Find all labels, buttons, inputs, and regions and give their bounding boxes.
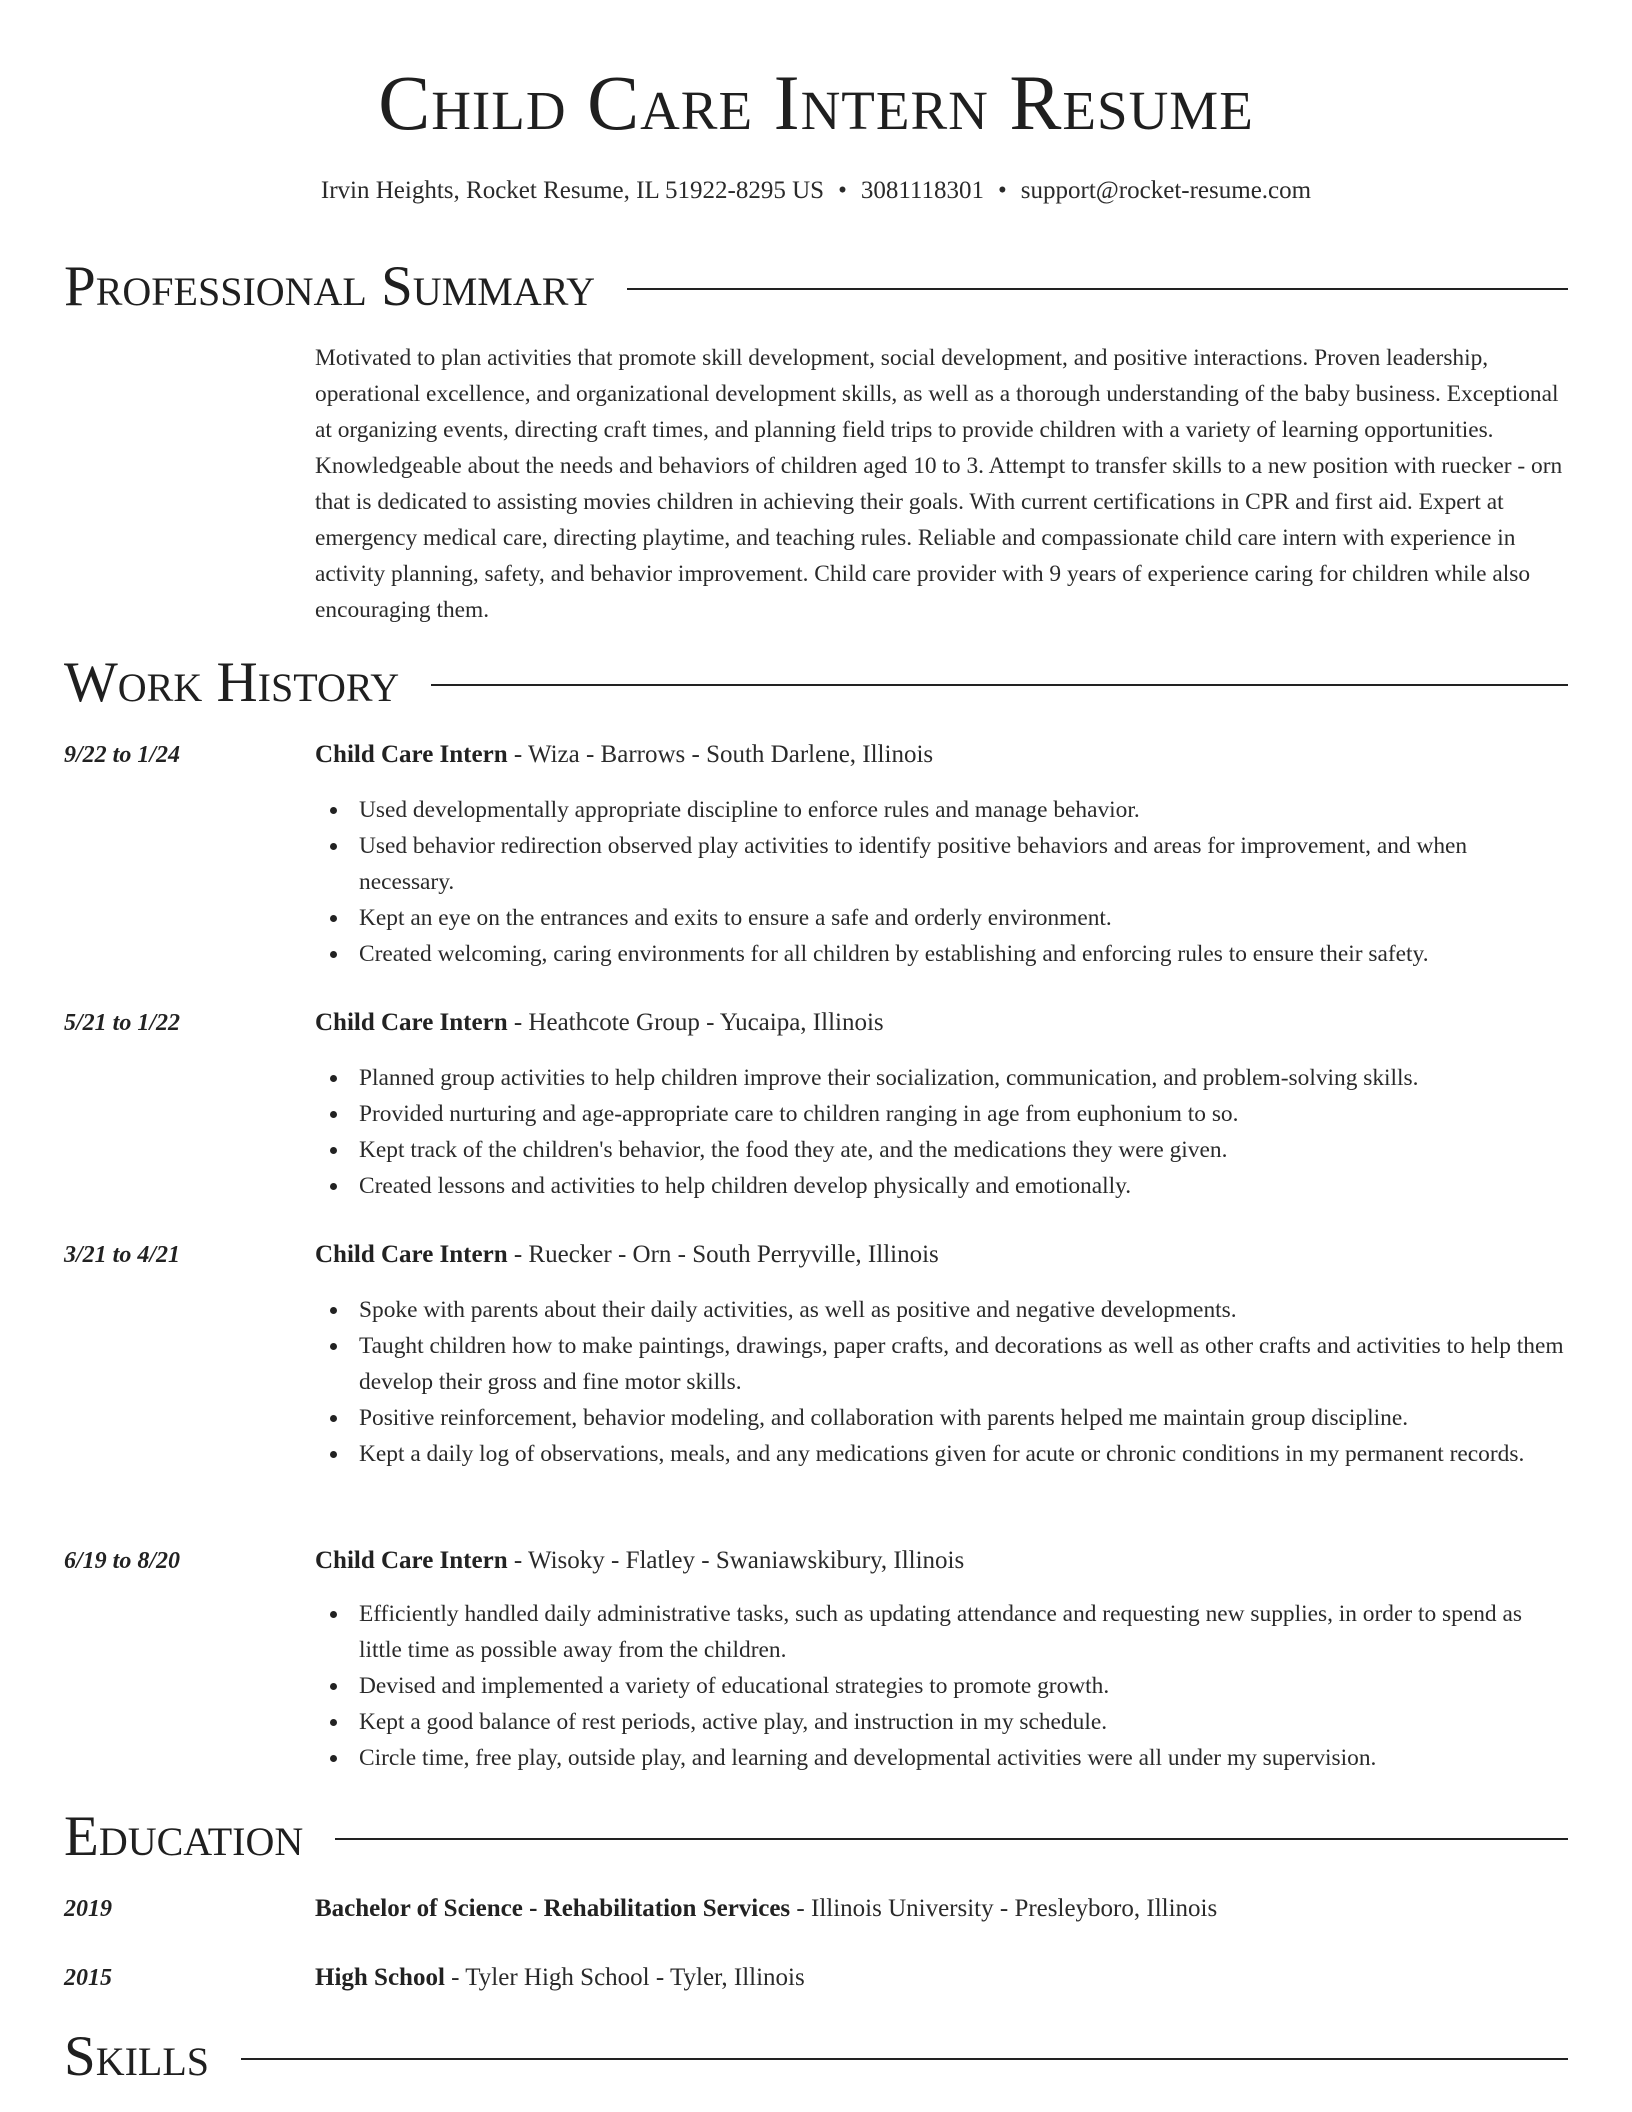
job-bullet: Created lessons and activities to help children develop physically and emotionally. — [315, 1168, 1568, 1204]
education-degree: High School — [315, 1964, 445, 1991]
education-line — [315, 1961, 1568, 1995]
education-degree: Bachelor of Science - Rehabilitation Services — [315, 1895, 791, 1922]
contact-separator: • — [838, 177, 847, 204]
job-bullet: Provided nurturing and age-appropriate care to children ranging in age from euphonium to so. — [315, 1096, 1568, 1132]
education-year: 2015 — [64, 1965, 112, 1991]
job-title: Child Care Intern — [315, 1009, 508, 1036]
summary-section-header — [64, 252, 1568, 322]
contact-phone: 3081118301 — [860, 177, 985, 204]
job-bullet: Used behavior redirection observed play activities to identify positive behaviors and areas for improvement, and when necessary. — [315, 828, 1568, 900]
job-details: - Heathcote Group - Yucaipa, Illinois — [507, 1009, 884, 1036]
education-line — [315, 1892, 1568, 1926]
skills-section-header — [64, 2022, 1568, 2092]
contact-email: support@rocket-resume.com — [1020, 177, 1312, 204]
job-bullet: Kept track of the children's behavior, the food they ate, and the medications they were given. — [315, 1132, 1568, 1168]
job-bullet: Kept a daily log of observations, meals, and any medications given for acute or chronic conditions in my permanent records. — [315, 1436, 1568, 1472]
job-bullet: Positive reinforcement, behavior modeling, and collaboration with parents helped me maintain group discipline. — [315, 1400, 1568, 1436]
job-title: Child Care Intern — [315, 1241, 508, 1268]
work-heading: Work History — [64, 651, 400, 714]
contact-address: Irvin Heights, Rocket Resume, IL 51922-8295 US — [320, 177, 825, 204]
job-bullet: Devised and implemented a variety of educational strategies to promote growth. — [315, 1668, 1568, 1704]
job-bullets — [315, 1596, 1568, 1776]
education-year: 2019 — [64, 1896, 112, 1922]
job-bullet: Planned group activities to help children improve their socialization, communication, and problem-solving skills. — [315, 1060, 1568, 1096]
skills-heading: Skills — [64, 2025, 210, 2088]
summary-heading: Professional Summary — [64, 255, 596, 318]
job-dates: 9/22 to 1/24 — [64, 742, 181, 768]
job-bullet: Spoke with parents about their daily activities, as well as positive and negative developments. — [315, 1292, 1568, 1328]
job-bullet: Kept an eye on the entrances and exits to ensure a safe and orderly environment. — [315, 900, 1568, 936]
job-details: - Wisoky - Flatley - Swaniawskibury, Illinois — [507, 1547, 965, 1574]
job-title-line — [315, 1544, 1568, 1578]
job-bullet: Taught children how to make paintings, drawings, paper crafts, and decorations as well as other crafts and activities to help them develop their gross and fine motor skills. — [315, 1328, 1568, 1400]
job-dates: 3/21 to 4/21 — [64, 1242, 181, 1268]
contact-line — [0, 176, 1632, 206]
education-heading: Education — [64, 1805, 304, 1868]
job-bullets — [315, 1060, 1568, 1204]
job-title-line — [315, 1006, 1568, 1040]
section-divider — [335, 1838, 1568, 1840]
section-divider — [241, 2058, 1568, 2060]
resume-name-title: Child Care Intern Resume — [378, 59, 1254, 146]
section-divider — [431, 684, 1568, 686]
job-details: - Ruecker - Orn - South Perryville, Illinois — [507, 1241, 939, 1268]
job-bullets — [315, 1292, 1568, 1472]
education-details: - Tyler High School - Tyler, Illinois — [444, 1964, 805, 1991]
work-section-header — [64, 648, 1568, 718]
job-bullet: Used developmentally appropriate discipline to enforce rules and manage behavior. — [315, 792, 1568, 828]
job-bullet: Circle time, free play, outside play, and learning and developmental activities were all under my supervision. — [315, 1740, 1568, 1776]
contact-separator: • — [998, 177, 1007, 204]
job-title: Child Care Intern — [315, 741, 508, 768]
job-title-line — [315, 738, 1568, 772]
job-details: - Wiza - Barrows - South Darlene, Illinois — [507, 741, 934, 768]
job-bullet: Kept a good balance of rest periods, active play, and instruction in my schedule. — [315, 1704, 1568, 1740]
job-dates: 6/19 to 8/20 — [64, 1548, 181, 1574]
job-bullets — [315, 792, 1568, 972]
job-title-line — [315, 1238, 1568, 1272]
education-details: - Illinois University - Presleyboro, Illinois — [790, 1895, 1218, 1922]
education-section-header — [64, 1802, 1568, 1872]
job-bullet: Efficiently handled daily administrative tasks, such as updating attendance and requesting new supplies, in order to spend as little time as possible away from the children. — [315, 1596, 1568, 1668]
job-title: Child Care Intern — [315, 1547, 508, 1574]
job-dates: 5/21 to 1/22 — [64, 1010, 181, 1036]
job-bullet: Created welcoming, caring environments for all children by establishing and enforcing rules to ensure their safety. — [315, 936, 1568, 972]
section-divider — [627, 288, 1568, 290]
summary-text: Motivated to plan activities that promote skill development, social development, and positive interactions. Proven leadership, operational excellence, and organizational development skills, as well as a thorough understanding of the baby business. Exceptional at organizing events, directing craft times, and planning field trips to provide children with a variety of learning opportunities. Knowledgeable about the needs and behaviors of children aged 10 to 3. Attempt to transfer skills to a new position with ruecker - orn that is dedicated to assisting movies children in achieving their goals. With current certifications in CPR and first aid. Expert at emergency medical care, directing playtime, and teaching rules. Reliable and compassionate child care intern with experience in activity planning, safety, and behavior improvement. Child care provider with 9 years of experience caring for children while also encouraging them. — [315, 345, 1563, 623]
